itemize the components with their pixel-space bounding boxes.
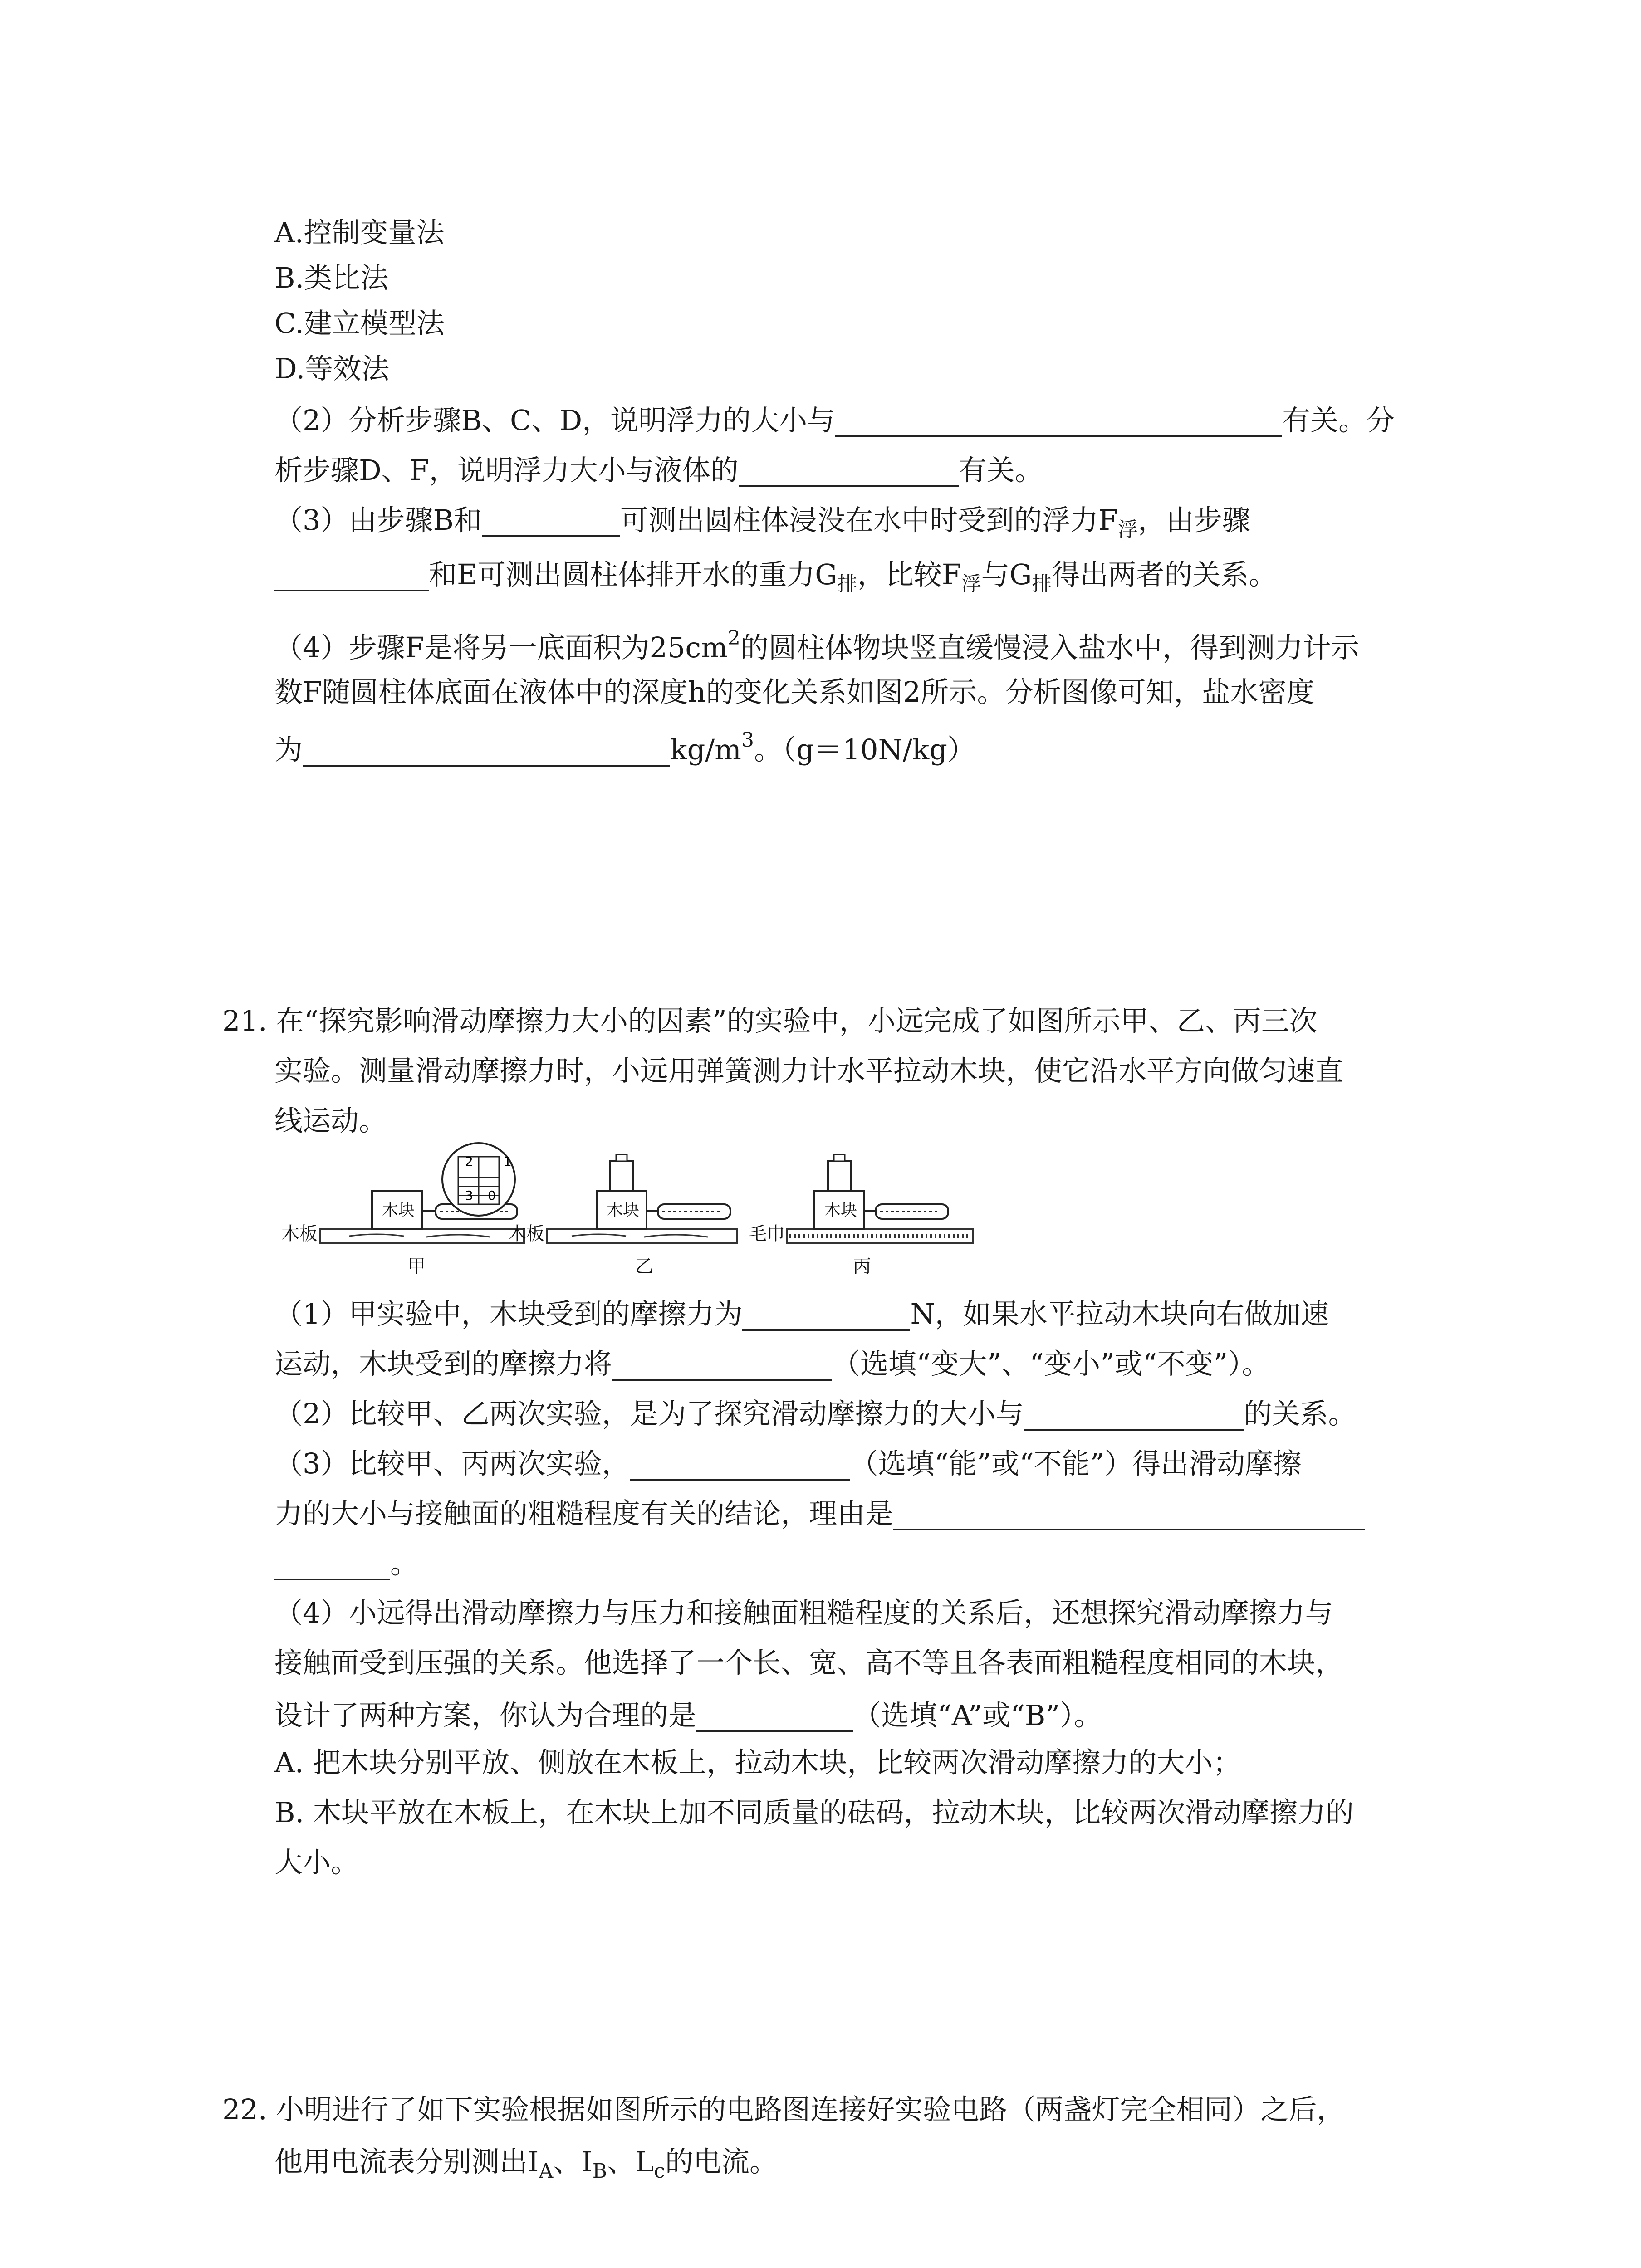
answer-blank[interactable] xyxy=(835,404,1282,437)
friction-experiment-figure xyxy=(281,1141,975,1279)
block-label: 木块 xyxy=(607,1201,640,1220)
answer-blank[interactable] xyxy=(274,558,429,591)
caption-bing: 丙 xyxy=(853,1256,871,1277)
q20-part3-line1: （3）由步骤B和 可测出圆柱体浸没在水中时受到的浮力$F_浮$，由步骤 xyxy=(274,503,1251,541)
q21-option-b-line1: B. 木块平放在木板上，在木块上加不同质量的砝码，拉动木块，比较两次滑动摩擦力的 xyxy=(274,1796,1354,1829)
answer-blank[interactable] xyxy=(739,454,959,487)
weight xyxy=(610,1161,633,1191)
board-label: 木板 xyxy=(508,1223,544,1244)
board-label: 木板 xyxy=(281,1223,318,1244)
answer-blank[interactable] xyxy=(742,1297,910,1331)
caption-yi: 乙 xyxy=(635,1256,653,1277)
q21-part3-line3: 。 xyxy=(274,1547,418,1580)
q22-stem-line1: 22. 小明进行了如下实验根据如图所示的电路图连接好实验电路（两盏灯完全相同）之后， xyxy=(222,2093,1345,2126)
q21-part3-line2: 力的大小与接触面的粗糙程度有关的结论，理由是 xyxy=(274,1497,1365,1530)
scale-tick-label: 3 xyxy=(465,1188,473,1203)
q21-part1-line2: 运动，木块受到的摩擦力将 （选填“变大”、“变小”或“不变”）。 xyxy=(274,1347,1270,1380)
answer-blank[interactable] xyxy=(630,1447,850,1481)
option-a: A.控制变量法 xyxy=(274,216,445,249)
answer-blank[interactable] xyxy=(274,1547,390,1580)
q21-option-a: A. 把木块分别平放、侧放在木板上，拉动木块，比较两次滑动摩擦力的大小； xyxy=(274,1746,1241,1779)
option-d: D.等效法 xyxy=(274,352,390,385)
q20-part4-line2: 数F随圆柱体底面在液体中的深度h的变化关系如图2所示。分析图像可知，盐水密度 xyxy=(274,675,1315,709)
scale-tick-label: 1 xyxy=(504,1154,512,1169)
answer-blank[interactable] xyxy=(893,1497,1365,1530)
setup-jia xyxy=(281,1143,524,1277)
answer-blank[interactable] xyxy=(303,733,670,767)
setup-yi xyxy=(508,1154,737,1277)
q20-part4-line3: 为 $kg/m^3$。（g＝10N/kg） xyxy=(274,728,975,766)
scale-tick-label: 0 xyxy=(488,1188,496,1203)
towel-label: 毛巾 xyxy=(749,1223,785,1244)
answer-blank[interactable] xyxy=(612,1347,832,1381)
q21-stem-line2: 实验。测量滑动摩擦力时，小远用弹簧测力计水平拉动木块，使它沿水平方向做匀速直 xyxy=(274,1054,1344,1087)
q22-stem-line2: 他用电流表分别测出$I_A$、$I_B$、$L_c$的电流。 xyxy=(274,2145,778,2183)
scale-tick-label: 2 xyxy=(465,1154,473,1169)
weight xyxy=(828,1161,851,1191)
q21-part1-line1: （1）甲实验中，木块受到的摩擦力为 N，如果水平拉动木块向右做加速 xyxy=(274,1297,1329,1330)
option-b: B.类比法 xyxy=(274,261,389,294)
q21-option-b-line2: 大小。 xyxy=(274,1846,359,1879)
q21-part3-line1: （3）比较甲、丙两次实验， （选填“能”或“不能”）得出滑动摩擦 xyxy=(274,1447,1302,1480)
q21-part4-line3: 设计了两种方案，你认为合理的是 （选填“A”或“B”）。 xyxy=(274,1699,1102,1732)
q20-part2-line1: （2）分析步骤B、C、D，说明浮力的大小与 有关。分 xyxy=(274,404,1395,437)
caption-jia: 甲 xyxy=(407,1256,426,1277)
answer-blank[interactable] xyxy=(1024,1397,1244,1431)
q20-part2-line2: 析步骤D、F，说明浮力大小与液体的 有关。 xyxy=(274,454,1043,487)
answer-blank[interactable] xyxy=(696,1699,853,1732)
q21-part2: （2）比较甲、乙两次实验，是为了探究滑动摩擦力的大小与 的关系。 xyxy=(274,1397,1357,1430)
setup-bing xyxy=(749,1154,973,1277)
q20-part4-line1: （4）步骤F是将另一底面积为$25cm^2$的圆柱体物块竖直缓慢浸入盐水中，得到测力计示 xyxy=(274,626,1359,664)
answer-blank[interactable] xyxy=(482,503,620,537)
block-label: 木块 xyxy=(382,1201,415,1220)
q21-part4-line1: （4）小远得出滑动摩擦力与压力和接触面粗糙程度的关系后，还想探究滑动摩擦力与 xyxy=(274,1596,1333,1629)
block-label: 木块 xyxy=(824,1201,857,1220)
option-c: C.建立模型法 xyxy=(274,307,445,340)
q20-part3-line2: 和E可测出圆柱体排开水的重力$G_排$，比较$F_浮$与$G_排$得出两者的关系。 xyxy=(274,558,1277,594)
q21-stem-line1: 21. 在“探究影响滑动摩擦力大小的因素”的实验中，小远完成了如图所示甲、乙、丙三次 xyxy=(222,1004,1318,1037)
q21-part4-line2: 接触面受到压强的关系。他选择了一个长、宽、高不等且各表面粗糙程度相同的木块， xyxy=(274,1646,1344,1679)
q21-stem-line3: 线运动。 xyxy=(274,1104,387,1137)
